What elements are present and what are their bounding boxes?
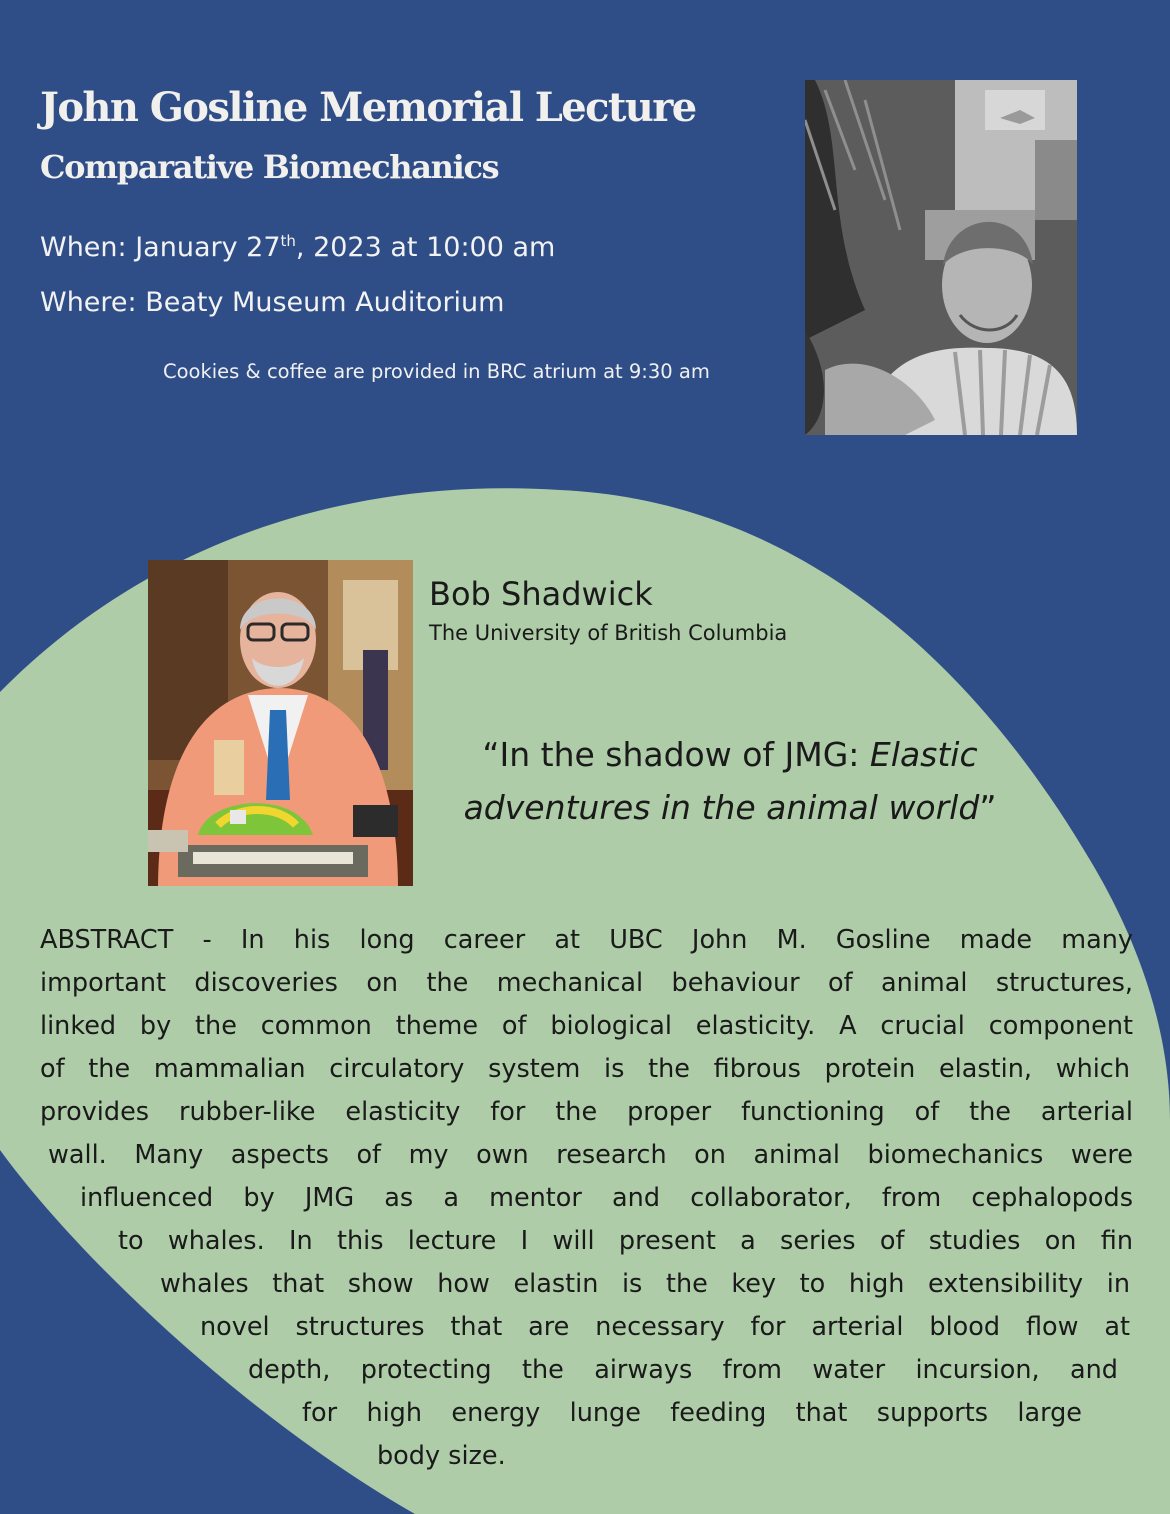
- abstract-line: body size.: [377, 1441, 506, 1471]
- abstract-line: provides rubber-like elasticity for the proper functioning of the arterial: [40, 1097, 1133, 1127]
- abstract-line: of the mammalian circulatory system is the fibrous protein elastin, which: [40, 1054, 1130, 1084]
- gosline-portrait-photo: [805, 80, 1077, 435]
- lecture-title: John Gosline Memorial Lecture: [40, 84, 696, 131]
- abstract-line: novel structures that are necessary for arterial blood flow at: [200, 1312, 1130, 1342]
- abstract-line: important discoveries on the mechanical behaviour of animal structures,: [40, 968, 1133, 998]
- abstract-line: whales that show how elastin is the key to high extensibility in: [160, 1269, 1130, 1299]
- shadwick-portrait-photo: [148, 560, 413, 886]
- abstract-line: depth, protecting the airways from water incursion, and: [248, 1355, 1118, 1385]
- abstract-line: linked by the common theme of biological elasticity. A crucial component: [40, 1011, 1133, 1041]
- when-suffix: , 2023 at 10:00 am: [295, 232, 556, 263]
- talk-title-italic: Elastic adventures in the animal world: [463, 735, 980, 827]
- open-quote: “: [482, 735, 500, 774]
- lecture-subtitle: Comparative Biomechanics: [40, 148, 499, 186]
- date-ordinal-suffix: th: [280, 232, 296, 250]
- talk-title: [420, 728, 1040, 834]
- refreshments-note: Cookies & coffee are provided in BRC atrium at 9:30 am: [163, 360, 710, 383]
- event-location: Where: Beaty Museum Auditorium: [40, 287, 505, 318]
- speaker-affiliation: The University of British Columbia: [429, 621, 788, 645]
- talk-title-plain: In the shadow of JMG:: [499, 735, 870, 774]
- close-quote: ”: [979, 788, 997, 827]
- abstract-line: influenced by JMG as a mentor and collaborator, from cephalopods: [80, 1183, 1133, 1213]
- event-date-time: [40, 232, 555, 263]
- abstract-line: ABSTRACT - In his long career at UBC John M. Gosline made many: [40, 925, 1133, 955]
- abstract-line: for high energy lunge feeding that supports large: [302, 1398, 1082, 1428]
- abstract-line: wall. Many aspects of my own research on animal biomechanics were: [48, 1140, 1133, 1170]
- abstract-line: to whales. In this lecture I will present a series of studies on fin: [118, 1226, 1133, 1256]
- speaker-name: Bob Shadwick: [429, 575, 653, 613]
- when-prefix: When: January 27: [40, 232, 281, 263]
